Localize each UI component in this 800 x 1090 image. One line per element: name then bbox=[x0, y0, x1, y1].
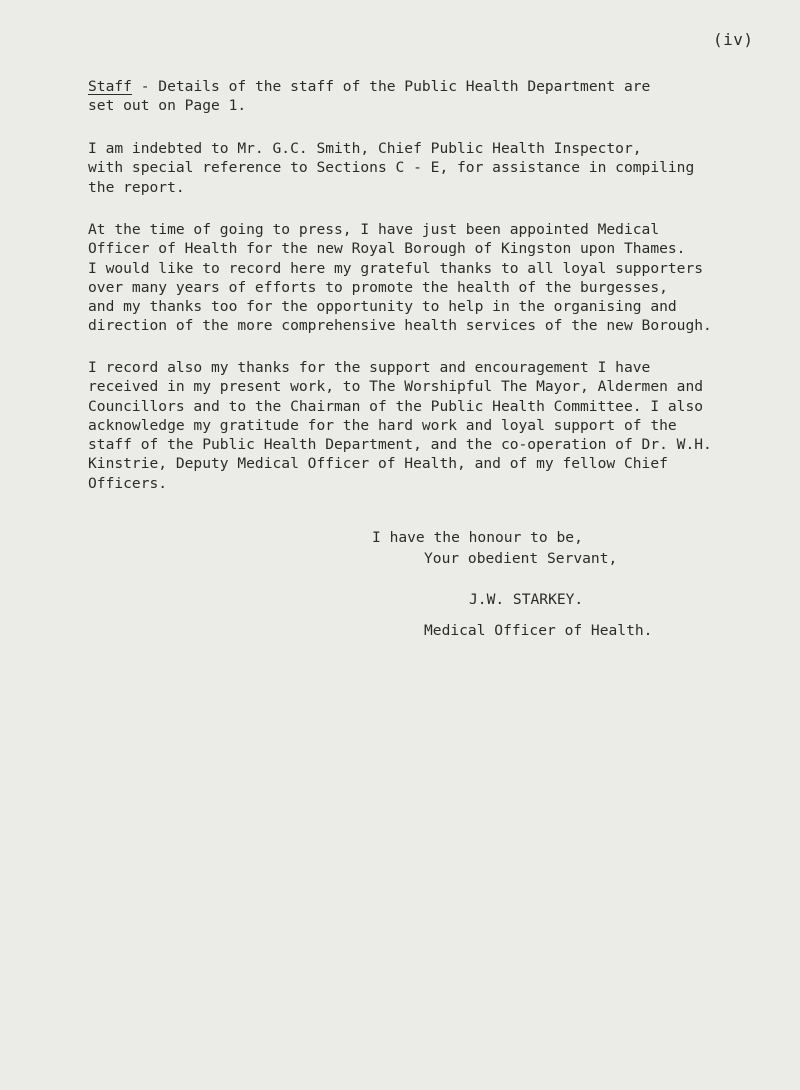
thanks-line: Officers. bbox=[88, 474, 168, 492]
thanks-line: Kinstrie, Deputy Medical Officer of Health, and of my fellow Chief bbox=[88, 455, 668, 473]
signatory-title: Medical Officer of Health. bbox=[424, 622, 653, 639]
staff-paragraph-line-1-text: - Details of the staff of the Public Health Department are bbox=[131, 78, 651, 95]
press-line: Officer of Health for the new Royal Borough of Kingston upon Thames. bbox=[88, 240, 686, 258]
thanks-line: received in my present work, to The Worshipful The Mayor, Aldermen and bbox=[88, 378, 704, 396]
signatory-name: J.W. STARKEY. bbox=[469, 591, 584, 608]
press-line: At the time of going to press, I have just been appointed Medical bbox=[88, 221, 660, 238]
thanks-line: Councillors and to the Chairman of the Public Health Committee. I also bbox=[88, 397, 704, 415]
press-line: I would like to record here my grateful thanks to all loyal supporters bbox=[88, 259, 704, 277]
closing-honour: I have the honour to be, bbox=[372, 529, 583, 546]
thanks-line: staff of the Public Health Department, and the co-operation of Dr. W.H. bbox=[88, 436, 712, 454]
page-number: (iv) bbox=[713, 30, 754, 49]
thanks-paragraph bbox=[88, 358, 768, 493]
staff-paragraph bbox=[88, 77, 768, 116]
closing-servant: Your obedient Servant, bbox=[424, 550, 618, 567]
press-paragraph bbox=[88, 220, 768, 336]
press-line: over many years of efforts to promote the health of the burgesses, bbox=[88, 278, 668, 296]
staff-paragraph-line-2: set out on Page 1. bbox=[88, 97, 247, 115]
indebted-paragraph bbox=[88, 139, 768, 197]
staff-heading: Staff bbox=[88, 78, 132, 95]
indebted-line: I am indebted to Mr. G.C. Smith, Chief Public Health Inspector, bbox=[88, 140, 642, 157]
press-line: and my thanks too for the opportunity to help in the organising and bbox=[88, 298, 677, 316]
thanks-line: acknowledge my gratitude for the hard work and loyal support of the bbox=[88, 416, 677, 434]
press-line: direction of the more comprehensive health services of the new Borough. bbox=[88, 317, 712, 335]
indebted-line: the report. bbox=[88, 178, 185, 196]
thanks-line: I record also my thanks for the support and encouragement I have bbox=[88, 359, 651, 376]
indebted-line: with special reference to Sections C - E, for assistance in compiling bbox=[88, 159, 695, 177]
staff-paragraph-line-1 bbox=[88, 77, 768, 96]
